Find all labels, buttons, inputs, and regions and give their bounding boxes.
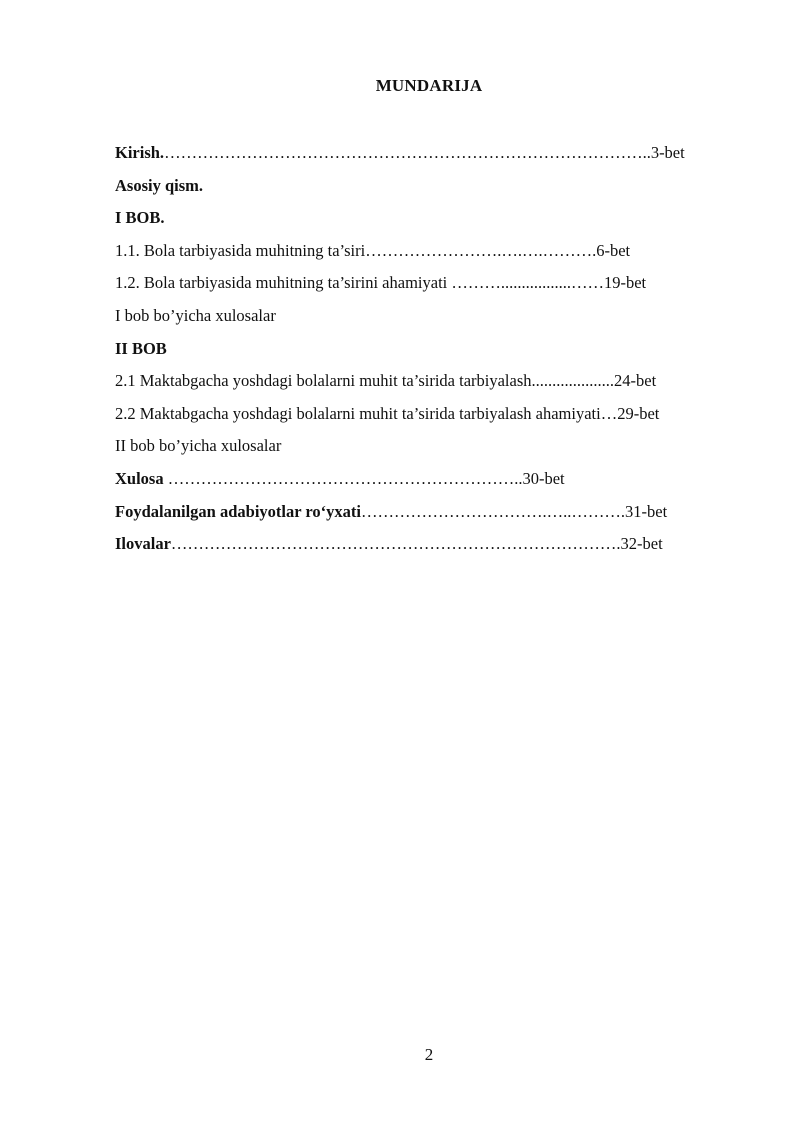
toc-heading-bob2 xyxy=(115,337,755,370)
toc-heading-bob1 xyxy=(115,206,755,239)
toc-entry-label: 1.1. Bola tarbiyasida muhitning ta’siri xyxy=(115,240,366,260)
toc-entry-label: 1.2. Bola tarbiyasida muhitning ta’sirini ahamiyati xyxy=(115,273,452,293)
toc-page-ref: 32-bet xyxy=(620,534,663,554)
page-title: MUNDARIJA xyxy=(375,76,483,95)
toc-leader-dots: … xyxy=(600,403,618,423)
toc-page-ref: 6-bet xyxy=(596,240,631,260)
toc-entry-bob1-xulosa xyxy=(115,304,755,337)
toc-page-ref: .3-bet xyxy=(646,143,685,162)
toc-entry-label: Ilovalar xyxy=(115,534,171,554)
toc-entry-label: II bob bo’yicha xulosalar xyxy=(115,436,282,456)
toc-entry-2-1 xyxy=(115,369,755,402)
toc-entry-bob2-xulosa xyxy=(115,434,755,467)
toc-entry-label: Xulosa xyxy=(115,468,164,488)
toc-entry-label: 2.1 Maktabgacha yoshdagi bolalarni muhit ta’sirida tarbiyalash xyxy=(115,371,532,391)
toc-page-ref: 31-bet xyxy=(625,501,668,521)
toc-page-ref: 24-bet xyxy=(614,371,657,391)
toc-entry-ilovalar xyxy=(115,532,755,565)
toc-entry-label: I bob bo’yicha xulosalar xyxy=(115,305,276,325)
toc-heading-label: II BOB xyxy=(115,338,167,358)
toc-entry-label: Kirish. xyxy=(115,143,165,162)
toc-entry-label: 2.2 Maktabgacha yoshdagi bolalarni muhit ta’sirida tarbiyalash ahamiyati xyxy=(115,403,601,423)
toc-page-ref: 30-bet xyxy=(522,468,565,488)
toc-page-ref: 29-bet xyxy=(617,403,660,423)
toc-entry-1-2 xyxy=(115,271,755,304)
toc-leader-dots: ……….................…… xyxy=(451,273,604,293)
toc-entry-adabiyotlar xyxy=(115,500,755,533)
toc-leader-dots: ………………………………………………………………………. xyxy=(170,534,621,554)
table-of-contents xyxy=(115,141,755,565)
toc-leader-dots: …………………….….….………. xyxy=(365,240,597,260)
toc-entry-2-2 xyxy=(115,402,755,435)
toc-leader-dots: ……………………………………………………….. xyxy=(163,468,523,488)
toc-leader-dots: …………………………….…..………. xyxy=(361,501,626,521)
toc-entry-xulosa xyxy=(115,467,755,500)
page-number: 2 xyxy=(424,1045,434,1064)
toc-page-ref: 19-bet xyxy=(603,273,647,293)
toc-leader-dots: ……………………………………………………………………………. xyxy=(164,143,647,162)
toc-entry-label: Foydalanilgan adabiyotlar ro‘yxati xyxy=(115,501,362,521)
toc-leader-dots: .................... xyxy=(531,371,615,391)
toc-entry-kirish xyxy=(115,141,755,174)
toc-heading-label: Asosiy qism. xyxy=(115,175,204,195)
toc-entry-1-1 xyxy=(115,239,755,272)
toc-heading-asosiy xyxy=(115,174,755,207)
toc-heading-label: I BOB. xyxy=(115,208,165,228)
